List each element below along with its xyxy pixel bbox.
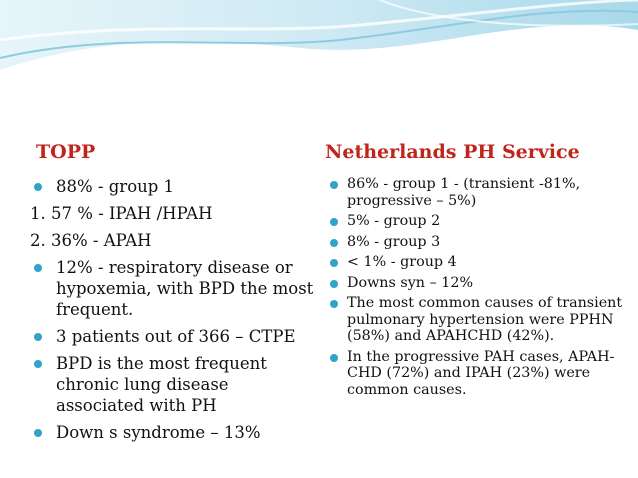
left-list-item: [30, 353, 320, 416]
left-list-item: [30, 257, 320, 320]
bullet-dot-icon: [34, 183, 42, 191]
bullet-dot-icon: [330, 218, 338, 226]
bullet-dot-icon: [330, 280, 338, 288]
right-list-item-text: 86% - group 1 - (transient -81%, progressive – 5%): [347, 176, 581, 209]
right-list-item-text: 5% - group 2: [347, 213, 441, 229]
right-list-item: [325, 275, 625, 292]
bullet-dot-icon: [330, 259, 338, 267]
left-heading: TOPP: [36, 141, 96, 163]
left-list-item-text: 2. 36% - APAH: [30, 231, 152, 250]
right-list-item-text: < 1% - group 4: [347, 254, 457, 270]
right-list-item: [325, 234, 625, 251]
left-list-item: [30, 230, 320, 251]
left-list-item-text: 88% - group 1: [56, 177, 175, 196]
right-list-item-text: The most common causes of transient pulmonary hypertension were PPHN (58%) and APAHCHD (42%).: [347, 295, 623, 344]
bullet-dot-icon: [330, 239, 338, 247]
bullet-dot-icon: [34, 264, 42, 272]
bullet-dot-icon: [34, 360, 42, 368]
left-list-item-text: BPD is the most frequent chronic lung disease associated with PH: [56, 354, 267, 415]
right-column: [325, 140, 625, 402]
right-list-item: [325, 213, 625, 230]
right-list-item: [325, 349, 625, 399]
left-list-item: [30, 203, 320, 224]
bullet-dot-icon: [34, 429, 42, 437]
left-list-item: [30, 176, 320, 197]
bullet-dot-icon: [34, 333, 42, 341]
right-heading: Netherlands PH Service: [325, 141, 580, 163]
left-list-item-text: Down s syndrome – 13%: [56, 423, 261, 442]
left-list-item-text: 3 patients out of 366 – CTPE: [56, 327, 296, 346]
left-column: [30, 140, 320, 449]
left-list-item: [30, 422, 320, 443]
right-list-item: [325, 176, 625, 209]
left-list-item-text: 12% - respiratory disease or hypoxemia, with BPD the most frequent.: [56, 258, 314, 319]
right-list-item: [325, 295, 625, 345]
right-list-item-text: 8% - group 3: [347, 233, 441, 250]
right-list-item-text: In the progressive PAH cases, APAH-CHD (72%) and IPAH (23%) were common causes.: [347, 348, 615, 398]
left-list-item-text: 1. 57 % - IPAH /HPAH: [30, 204, 213, 223]
bullet-dot-icon: [330, 300, 338, 308]
right-list: [325, 176, 625, 398]
left-list-item: [30, 326, 320, 347]
right-list-item-text: Downs syn – 12%: [347, 274, 474, 291]
bullet-dot-icon: [330, 181, 338, 189]
header-wave-decoration: [0, 0, 638, 80]
right-list-item: [325, 254, 625, 271]
bullet-dot-icon: [330, 354, 338, 362]
left-list: [30, 176, 320, 443]
